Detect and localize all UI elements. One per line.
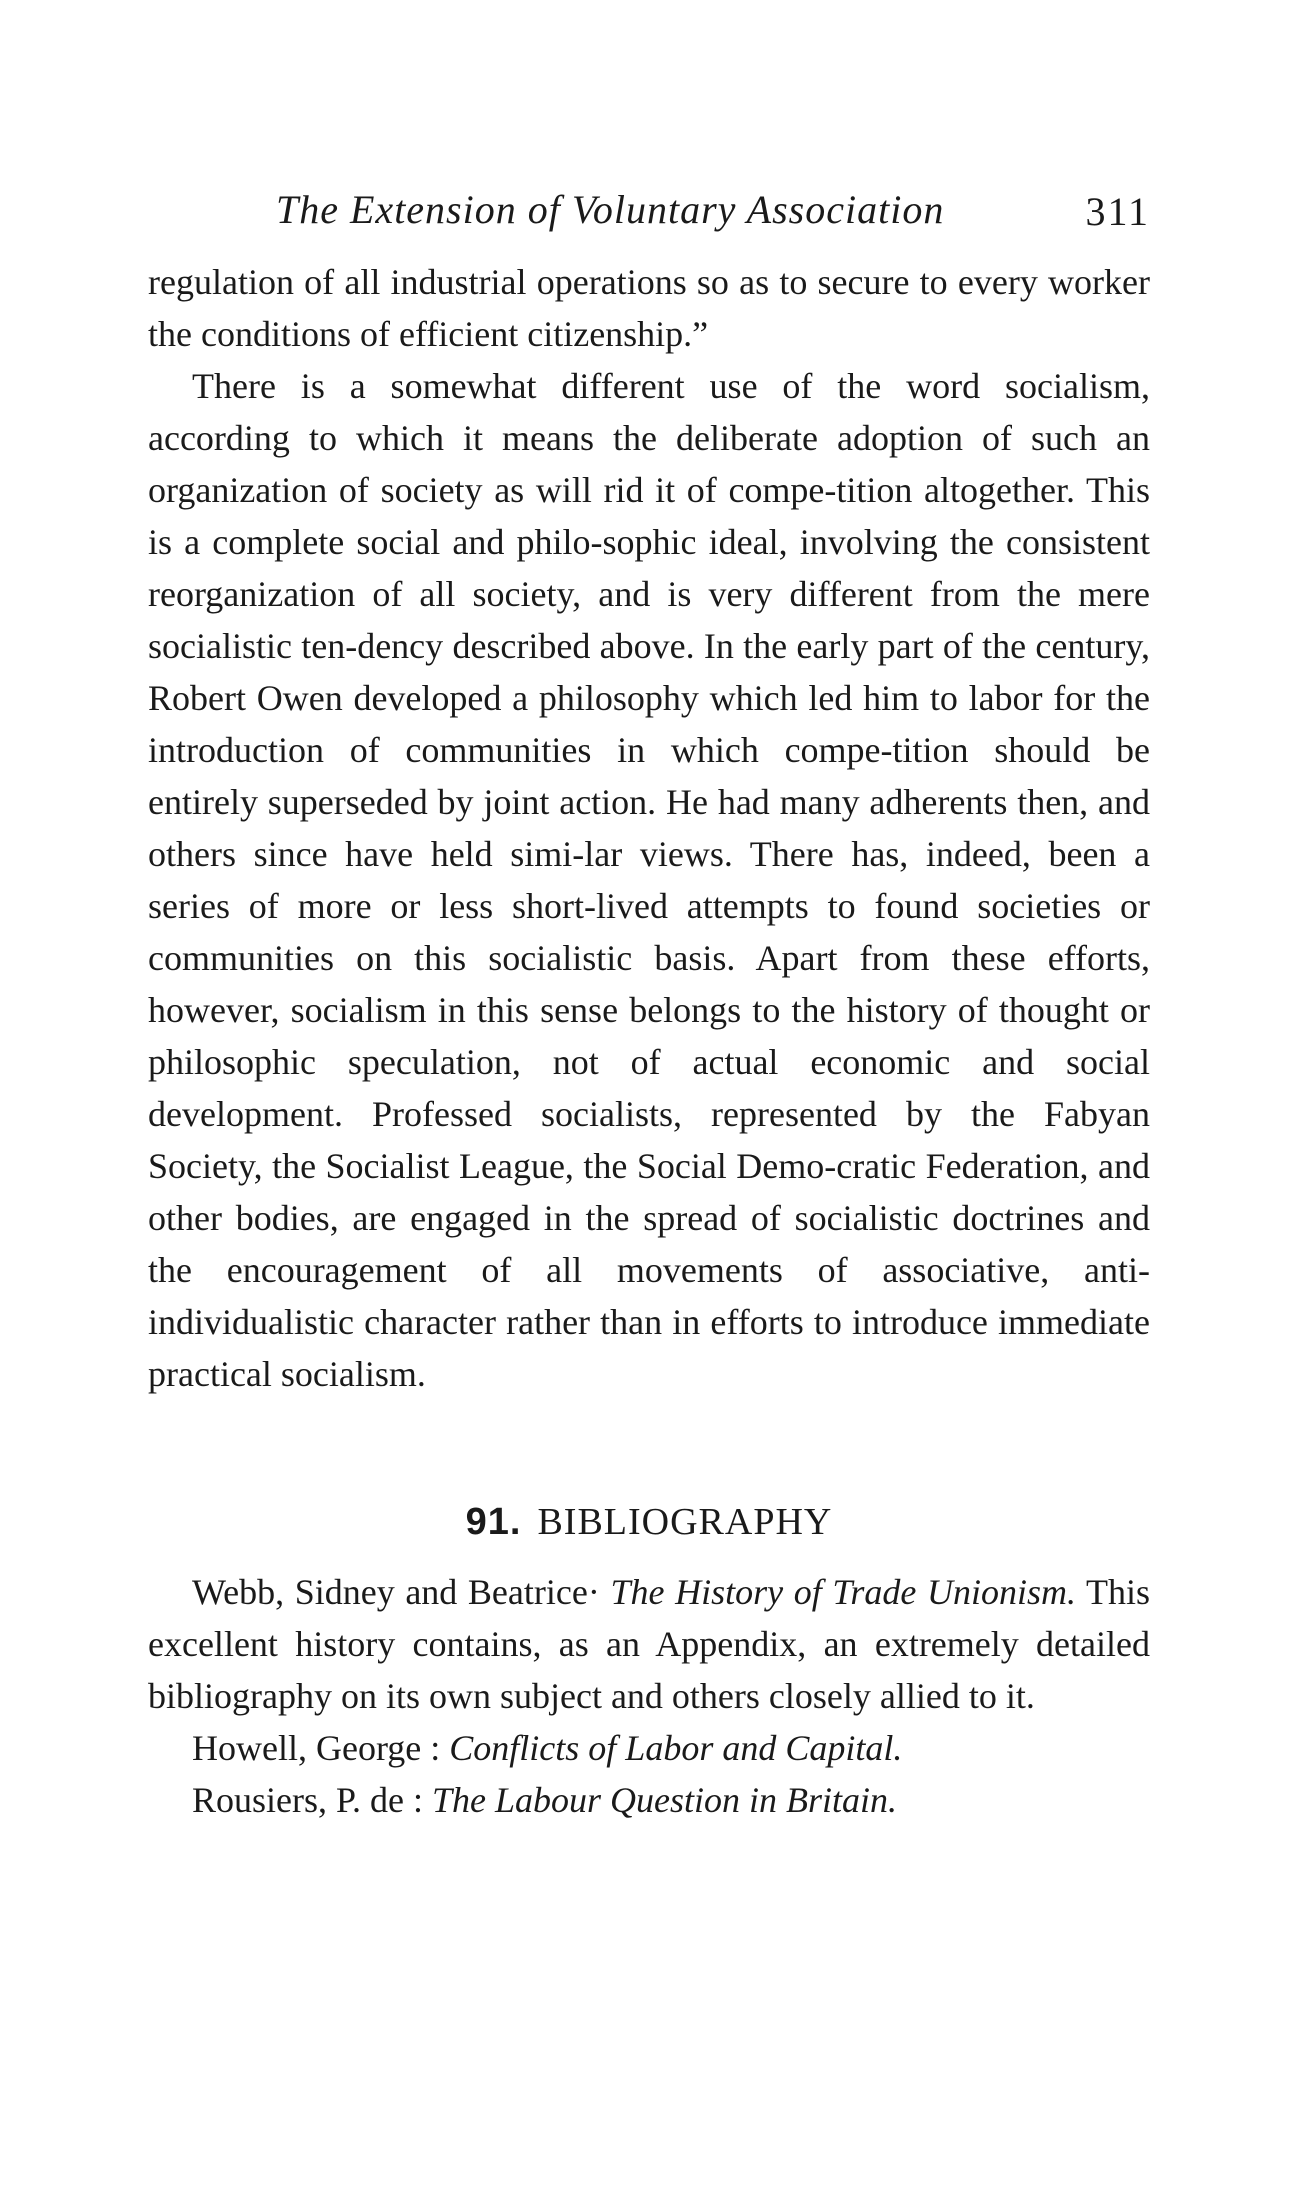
running-head xyxy=(148,186,1150,246)
entry-title: The History of Trade Unionism. xyxy=(610,1572,1076,1612)
paragraph-socialism: There is a somewhat different use of the word socialism, according to which it means the deliberate adoption of such an organization of society as will rid it of compe-tition altogether. This is a complete social and philo-sophic ideal, involving the consistent reorganization of all society, and is very different from the mere socialistic ten-dency described above. In the early part of the century, Robert Owen developed a philosophy which led him to labor for the introduction of communities in which compe-tition should be entirely superseded by joint action. He had many adherents then, and others since have held simi-lar views. There has, indeed, been a series of more or less short-lived attempts to found societies or communities on this socialistic basis. Apart from these efforts, however, socialism in this sense belongs to the history of thought or philosophic speculation, not of actual economic and social development. Professed socialists, represented by the Fabyan Society, the Socialist League, the Social Demo-cratic Federation, and other bodies, are engaged in the spread of socialistic doctrines and the encouragement of all movements of associative, anti-individualistic character rather than in efforts to introduce immediate practical socialism. xyxy=(148,366,1150,1394)
entry-author: Webb, Sidney and Beatrice· xyxy=(192,1572,600,1612)
entry-author: Rousiers, P. de : xyxy=(192,1780,424,1820)
bibliography-list xyxy=(148,1566,1150,1826)
body-text xyxy=(148,256,1150,1400)
bibliography-entry xyxy=(148,1722,1150,1774)
bibliography-entry xyxy=(148,1566,1150,1722)
entry-note: This excellent history contains, as an Appendix, an extremely detailed bibliography on its own subject and others closely allied to it. xyxy=(148,1572,1150,1716)
book-page xyxy=(148,186,1150,1826)
page-number: 311 xyxy=(1085,189,1150,234)
section-number: 91. xyxy=(465,1501,522,1543)
bibliography-entry xyxy=(148,1774,1150,1826)
entry-author: Howell, George : xyxy=(192,1728,441,1768)
paragraph-continued: regulation of all industrial operations so as to secure to every worker the conditions of efficient citizenship.” xyxy=(148,262,1150,354)
entry-title: Conflicts of Labor and Capital. xyxy=(449,1728,903,1768)
entry-title: The Labour Question in Britain. xyxy=(432,1780,898,1820)
running-title: The Extension of Voluntary Association xyxy=(276,187,945,232)
section-title: BIBLIOGRAPHY xyxy=(537,1501,833,1543)
section-heading xyxy=(148,1500,1150,1544)
